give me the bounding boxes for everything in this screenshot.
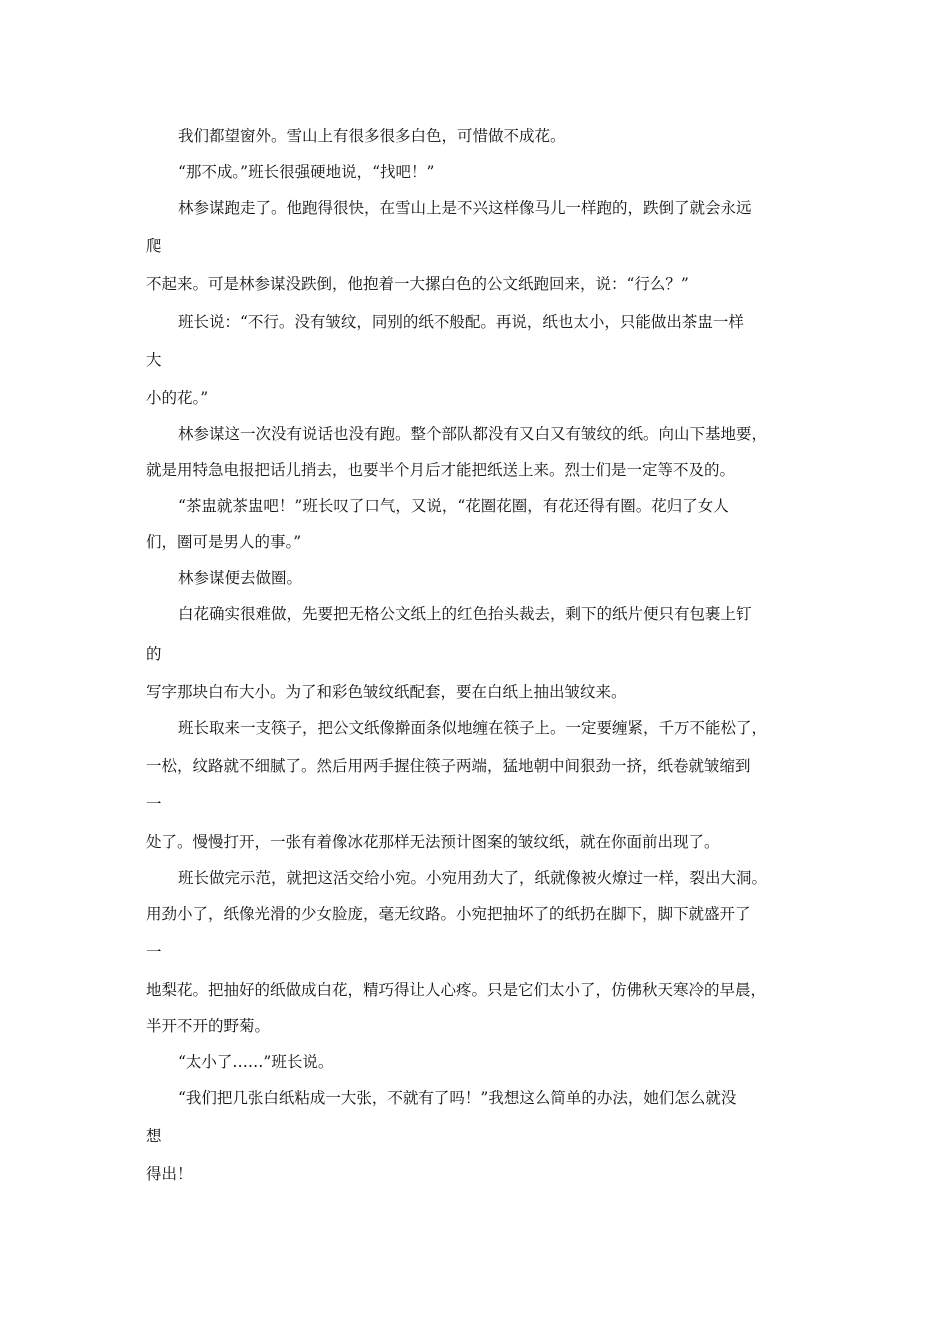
text-line: 半开不开的野菊。 [146, 1017, 271, 1035]
text-line: 用劲小了，纸像光滑的少女脸庞，毫无纹路。小宛把抽坏了的纸扔在脚下，脚下就盛开了 [146, 905, 751, 923]
text-line: “那不成。”班长很强硬地说，“找吧！” [178, 163, 435, 181]
text-line: 爬 [146, 237, 162, 255]
text-line: 林参谋跑走了。他跑得很快，在雪山上是不兴这样像马儿一样跑的，跌倒了就会永远 [178, 199, 752, 217]
text-line: 班长做完示范，就把这活交给小宛。小宛用劲大了，纸就像被火燎过一样，裂出大洞。 [178, 869, 768, 887]
text-line: 写字那块白布大小。为了和彩色皱纹纸配套，要在白纸上抽出皱纹来。 [146, 683, 627, 701]
text-line: 我们都望窗外。雪山上有很多很多白色，可惜做不成花。 [178, 127, 566, 145]
text-line: 一 [146, 795, 162, 813]
text-line: 林参谋这一次没有说话也没有跑。整个部队都没有又白又有皱纹的纸。向山下基地要， [178, 425, 768, 443]
text-line: 不起来。可是林参谋没跌倒，他抱着一大摞白色的公文纸跑回来，说：“行么？” [146, 275, 689, 293]
text-line: “我们把几张白纸粘成一大张，不就有了吗！”我想这么简单的办法，她们怎么就没 [178, 1089, 737, 1107]
text-line: 林参谋便去做圈。 [178, 569, 303, 587]
text-line: “茶盅就茶盅吧！”班长叹了口气，又说，“花圈花圈，有花还得有圈。花归了女人 [178, 497, 729, 515]
text-line: “太小了……”班长说。 [178, 1053, 334, 1071]
text-line: 就是用特急电报把话儿捎去，也要半个月后才能把纸送上来。烈士们是一定等不及的。 [146, 461, 736, 479]
text-line: 一松，纹路就不细腻了。然后用两手握住筷子两端，猛地朝中间狠劲一挤，纸卷就皱缩到 [146, 757, 751, 775]
text-line: 们，圈可是男人的事。” [146, 533, 302, 551]
text-line: 处了。慢慢打开，一张有着像冰花那样无法预计图案的皱纹纸，就在你面前出现了。 [146, 833, 720, 851]
text-line: 小的花。” [146, 389, 209, 407]
text-line: 的 [146, 645, 162, 663]
text-line: 大 [146, 351, 162, 369]
text-line: 白花确实很难做，先要把无格公文纸上的红色抬头裁去，剩下的纸片便只有包裹上钉 [178, 605, 752, 623]
text-line: 地梨花。把抽好的纸做成白花，精巧得让人心疼。只是它们太小了，仿佛秋天寒冷的早晨， [146, 981, 767, 999]
text-line: 得出！ [146, 1165, 193, 1183]
text-line: 班长取来一支筷子，把公文纸像擀面条似地缠在筷子上。一定要缠紧，千万不能松了， [178, 719, 768, 737]
text-line: 班长说：“不行。没有皱纹，同别的纸不般配。再说，纸也太小，只能做出茶盅一样 [178, 313, 744, 331]
text-line: 想 [146, 1127, 162, 1145]
text-line: 一 [146, 943, 162, 961]
